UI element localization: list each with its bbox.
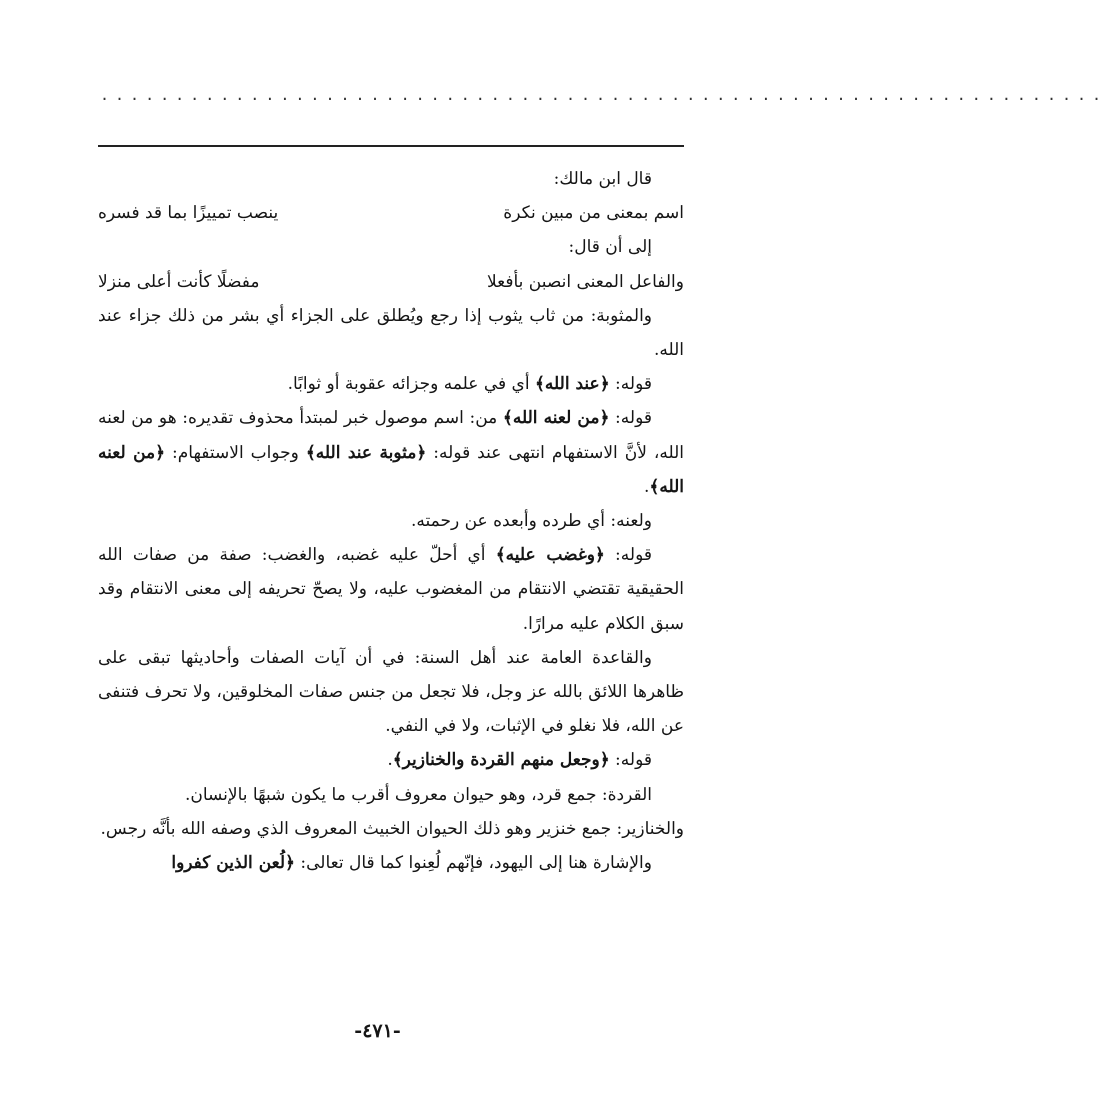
paragraph-ghadab: [98, 538, 684, 641]
until-line: إلى أن قال:: [568, 237, 652, 258]
qawluhu-label: قوله:: [609, 750, 652, 771]
quran-quote: ﴿وغضب عليه﴾: [495, 545, 605, 566]
explanation: أي أحلّ عليه غضبه، والغضب: صفة من صفات الله الحقيقية تقتضي الانتقام من المغضوب عليه، ولا يصحّ تحريفه إلى معنى الانتقام وقد سبق الكلام عليه مرارًا.: [98, 545, 684, 634]
quran-quote: ﴿من لعنه الله﴾: [98, 442, 684, 497]
header-dots: ...................................................................: [100, 86, 1107, 104]
verse-1-second-hemistich: ينصب تمييزًا بما قد فسره: [98, 203, 279, 224]
intro-line: قال ابن مالك:: [553, 169, 652, 189]
quran-quote: ﴿وجعل منهم القردة والخنازير﴾: [392, 750, 610, 771]
verse-2-second-hemistich: مفضلًا كأنت أعلى منزلا: [98, 271, 260, 292]
verse-1-first-hemistich: اسم بمعنى من مبين نكرة: [503, 203, 684, 224]
explanation: من: اسم موصول خبر لمبتدأ محذوف تقديره: هو من لعنه الله، لأنَّ الاستفهام انتهى عند قوله:: [98, 408, 684, 463]
verse-line-1: [98, 196, 684, 230]
paragraph-qirada-quote: [98, 743, 684, 777]
explanation: .: [643, 476, 650, 497]
qawluhu-label: قوله:: [604, 545, 652, 566]
quran-quote: ﴿عند الله﴾: [534, 374, 610, 395]
paragraph-qirada: القردة: جمع قرد، وهو حيوان معروف أقرب ما يكون شبهًا بالإنسان.: [184, 784, 652, 805]
explanation: أي في علمه وجزائه عقوبة أو ثوابًا.: [287, 374, 535, 395]
verse-2-first-hemistich: والفاعل المعنى انصبن بأفعلا: [486, 271, 684, 292]
qawluhu-label: قوله:: [609, 408, 652, 429]
explanation: والإشارة هنا إلى اليهود، فإنّهم لُعِنوا كما قال تعالى:: [294, 853, 652, 874]
paragraph-man-laanahu: [98, 401, 684, 504]
explanation: وجواب الاستفهام:: [165, 442, 306, 463]
page-number: -٤٧١-: [354, 1020, 401, 1042]
paragraph-ishara: [98, 846, 684, 880]
verse-line-2: [98, 265, 684, 299]
header-rule: [98, 145, 684, 147]
paragraph-khanazir: والخنازير: جمع خنزير وهو ذلك الحيوان الخبيث المعروف الذي وصفه الله بأنَّه رجس.: [100, 818, 684, 839]
body-text: [98, 162, 684, 880]
qawluhu-label: قوله:: [609, 374, 652, 395]
explanation: .: [387, 750, 393, 771]
quran-quote: ﴿لُعن الذين كفروا: [171, 853, 295, 874]
paragraph-mathuba: والمثوبة: من ثاب يثوب إذا رجع ويُطلق على الجزاء أي بشر من ذلك جزاء عند الله.: [98, 305, 684, 361]
quran-quote: ﴿مثوبة عند الله﴾: [305, 442, 427, 463]
quran-quote: ﴿من لعنه الله﴾: [502, 408, 610, 429]
paragraph-laana: ولعنه: أي طرده وأبعده عن رحمته.: [411, 511, 652, 532]
paragraph-inda-allah: [98, 367, 684, 401]
paragraph-qaida: والقاعدة العامة عند أهل السنة: في أن آيات الصفات وأحاديثها تبقى على ظاهرها اللائق بالله عز وجل، فلا تجعل من جنس صفات المخلوقين، ولا تحرف فتنفى عن الله، فلا نغلو في الإثبات، ولا في النفي.: [98, 647, 684, 737]
